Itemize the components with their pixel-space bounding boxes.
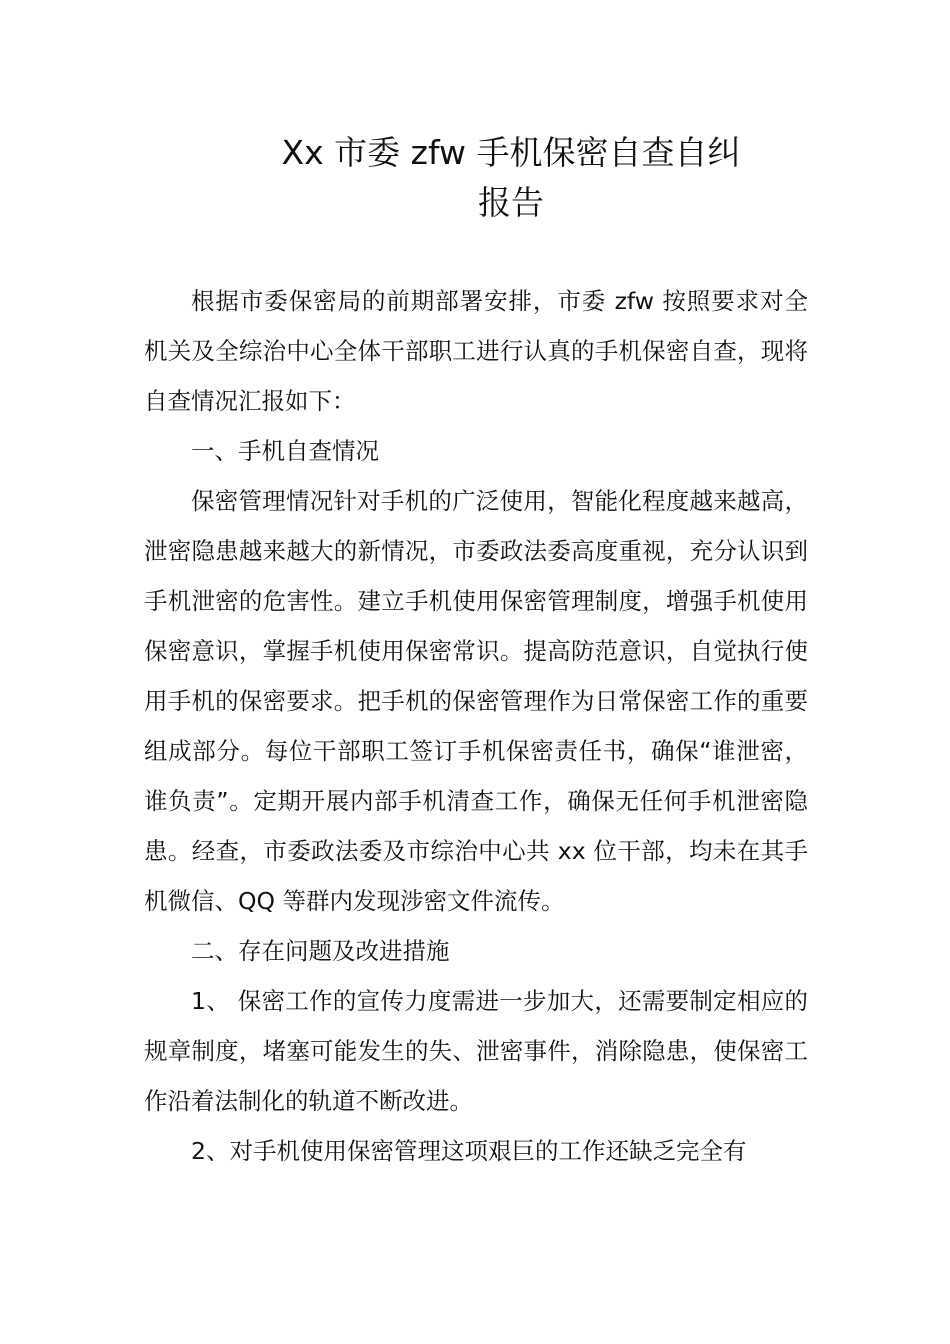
document-title-line-1: Xx 市委 zfw 手机保密自查自纠 xyxy=(281,133,741,172)
document-body xyxy=(144,276,808,1176)
intro-paragraph: 根据市委保密局的前期部署安排，市委 zfw 按照要求对全机关及全综治中心全体干部职工进行认真的手机保密自查，现将自查情况汇报如下： xyxy=(144,287,808,415)
document-title-line-2: 报告 xyxy=(478,183,544,222)
section-heading-1: 一、手机自查情况 xyxy=(191,437,379,465)
section-1-paragraph: 保密管理情况针对手机的广泛使用，智能化程度越来越高，泄密隐患越来越大的新情况，市委政法委高度重视，充分认识到手机泄密的危害性。建立手机使用保密管理制度，增强手机使用保密意识，掌握手机使用保密常识。提高防范意识，自觉执行使用手机的保密要求。把手机的保密管理作为日常保密工作的重要组成部分。每位干部职工签订手机保密责任书，确保“谁泄密，谁负责”。定期开展内部手机清查工作，确保无任何手机泄密隐患。经查，市委政法委及市综治中心共 xx 位干部，均未在其手机微信、QQ 等群内发现涉密文件流传。 xyxy=(144,487,808,915)
list-item-2: 2、对手机使用保密管理这项艰巨的工作还缺乏完全有 xyxy=(191,1137,747,1165)
section-heading-2: 二、存在问题及改进措施 xyxy=(191,937,450,965)
list-item-1: 1、 保密工作的宣传力度需进一步加大，还需要制定相应的规章制度，堵塞可能发生的失、泄密事件，消除隐患，使保密工作沿着法制化的轨道不断改进。 xyxy=(144,987,808,1115)
